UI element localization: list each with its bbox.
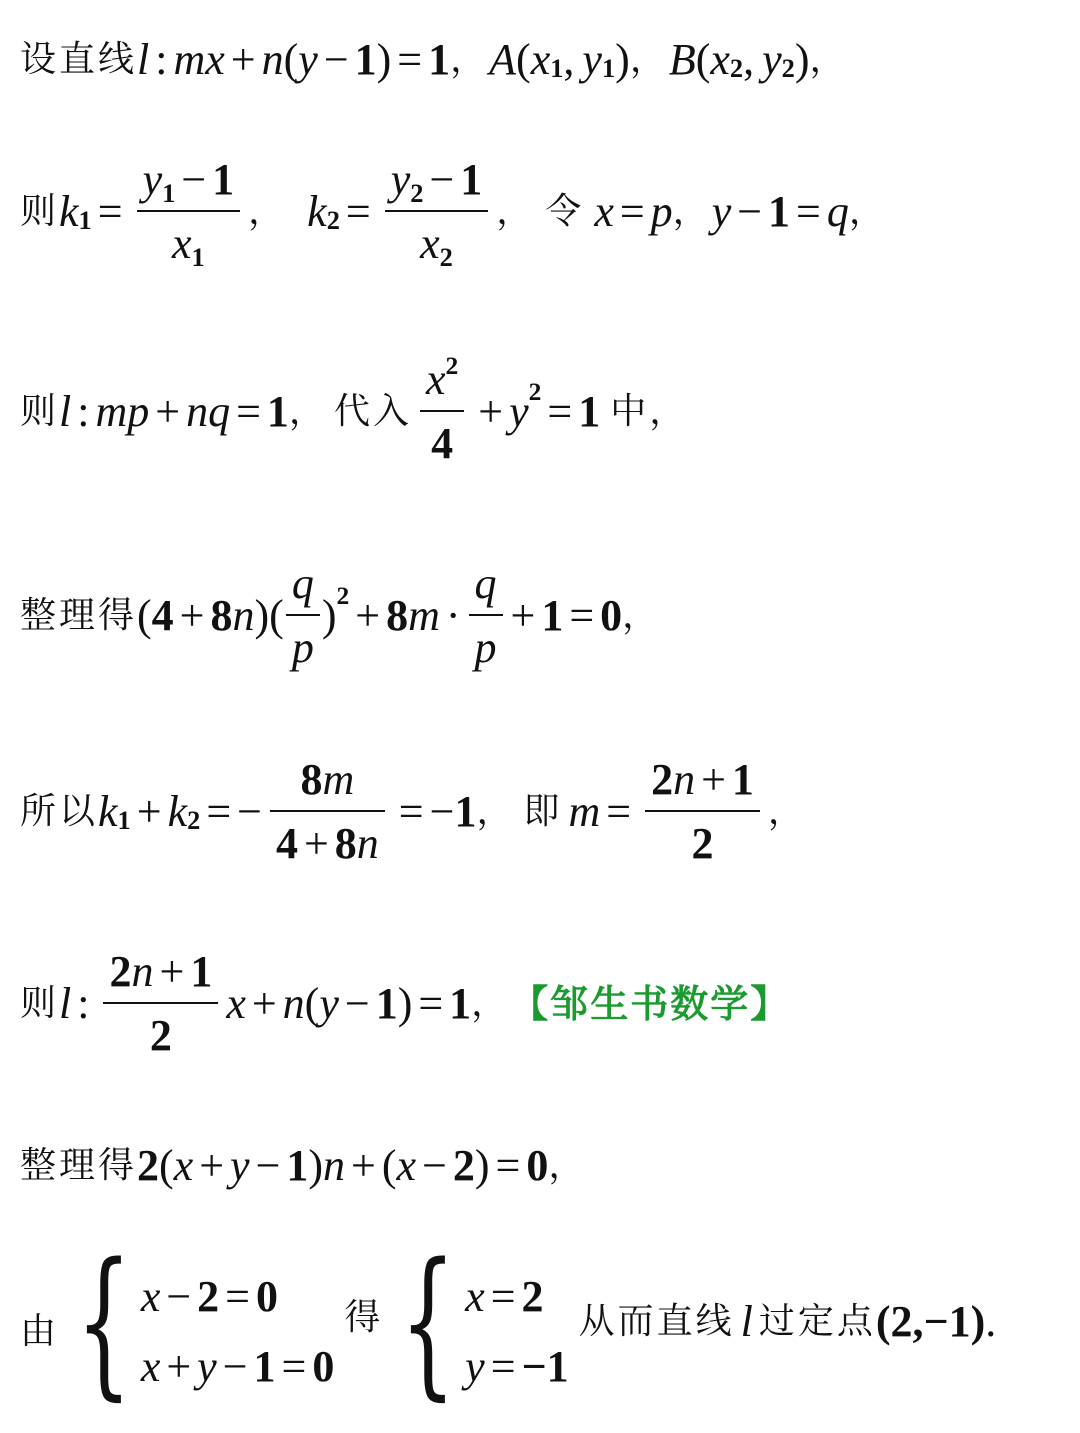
text-setup-prefix: 设直线 xyxy=(20,39,138,80)
brand-label: 【邹生书数学】 xyxy=(510,982,791,1026)
fraction-k1: $\frac{y1 - 1}{x1}$ xyxy=(137,158,241,266)
equation-system-2: { x = 2 y = −1 xyxy=(400,1228,569,1415)
line-simplify-1: 整理得 ( 4 + 8 n ) ( $\frac{q}{p}$ ) 2 + 8 m · $\frac{q}{p}$ + 1 = 0 ， xyxy=(20,559,662,672)
equation-system-1: { x − 2 = 0 x + y − 1 = 0 xyxy=(75,1228,335,1415)
line-setup: 设直线 l : m x + n ( y − 1 ) = 1 ， A ( x 1 , y 1 ) ， B ( x 2 , y 2 ) ， xyxy=(20,35,849,84)
point-A: A xyxy=(489,35,517,84)
left-brace-icon: { xyxy=(400,1228,457,1415)
point-B: B xyxy=(668,35,696,84)
fixed-point: (2,−1) xyxy=(875,1297,986,1346)
fraction-2n-plus-1-over-2-b: $\frac{2n + 1}{2}$ xyxy=(103,950,218,1058)
line-substituted-line: 则 l : $\frac{2n + 1}{2}$ x + n ( y − 1 ) = 1 ， 【邹生书数学】 xyxy=(20,947,791,1060)
symbol-l: l xyxy=(137,35,150,84)
fraction-k2: $\frac{y2 - 1}{x2}$ xyxy=(385,158,489,266)
fraction-q-over-p-2: $\frac{q}{p}$ xyxy=(469,562,503,670)
line-conclusion: 由 { x − 2 = 0 x + y − 1 = 0 得 { x = 2 y = −1 从而直线 l 过定点 (2,−1) . xyxy=(20,1228,997,1415)
fraction-q-over-p: $\frac{q}{p}$ xyxy=(286,562,320,670)
line-simplify-2: 整理得 2 ( x + y − 1 ) n + ( x − 2 ) = 0 ， xyxy=(20,1141,588,1190)
line-sum-of-slopes: 所以 k 1 + k 2 = − $\frac{8m}{4 + 8n}$ = − 1 ， 即 m = $\frac{2n + 1}{2}$ ， xyxy=(20,755,807,868)
line-substitute: 则 l : m p + n q = 1 ， 代入 $\frac{x^2}{4}$ + y 2 = 1 中 ， xyxy=(20,351,689,468)
left-brace-icon: { xyxy=(75,1228,132,1415)
fraction-x2-over-4: $\frac{x^2}{4}$ xyxy=(420,358,464,466)
fraction-8m-over-4-8n: $\frac{8m}{4 + 8n}$ xyxy=(270,758,385,866)
fraction-2n-plus-1-over-2: $\frac{2n + 1}{2}$ xyxy=(645,758,760,866)
line-slopes: 则 k 1 = $\frac{y1 - 1}{x1}$ ， k 2 = $\frac{y2 - 1}{x2}$ ， 令 x = p ， y − 1 = q ， xyxy=(20,155,888,273)
